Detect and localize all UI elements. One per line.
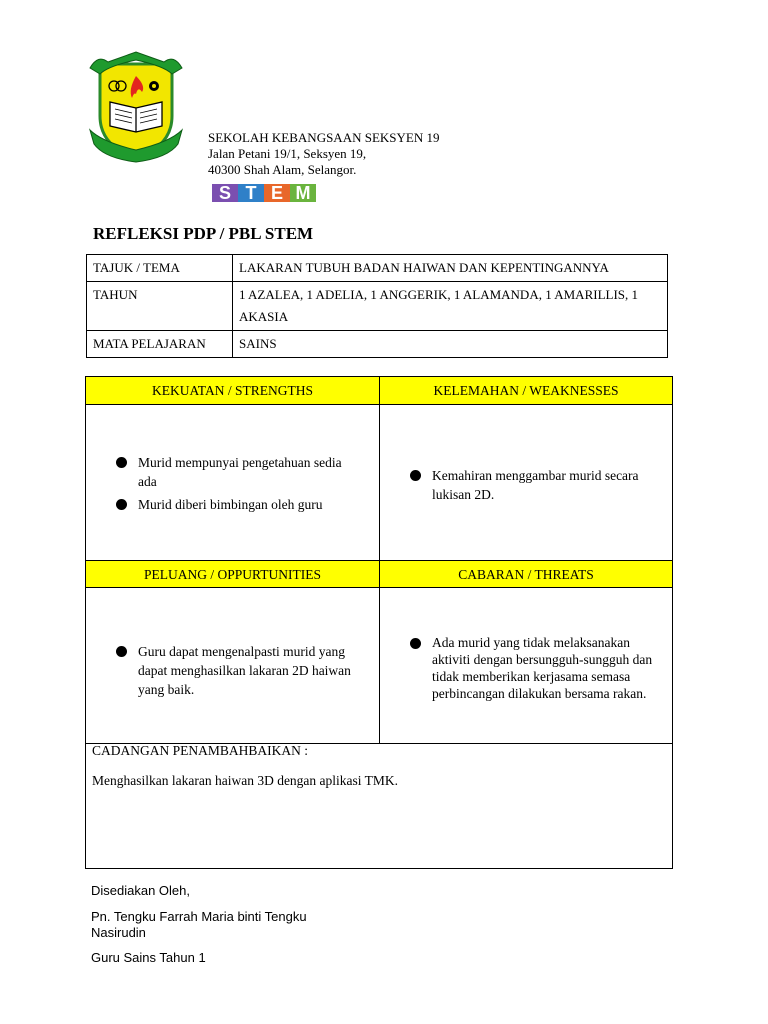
strengths-header: KEKUATAN / STRENGTHS [86,377,379,405]
column-divider [379,377,380,743]
teacher-name-line-1: Pn. Tengku Farrah Maria binti Tengku [91,909,307,924]
swot-table [85,376,673,869]
cadangan-label: CADANGAN PENAMBAHBAIKAN : [92,743,309,758]
info-value: LAKARAN TUBUH BADAN HAIWAN DAN KEPENTINGANNYA [233,255,668,282]
stem-letter-s: S [212,184,238,202]
threat-text: Ada murid yang tidak melaksanakan aktiviti dengan bersungguh-sungguh dan tidak memberikan kerjasama semasa perbincangan dilakukan bersama rakan. [432,635,653,701]
school-crest-logo [88,46,184,164]
list-item [410,466,660,504]
list-item [410,634,666,702]
list-item [116,453,356,491]
strength-text: Murid diberi bimbingan oleh guru [138,497,323,512]
school-crest-svg [88,46,184,164]
teacher-role: Guru Sains Tahun 1 [91,950,206,965]
school-address-line-1: Jalan Petani 19/1, Seksyen 19, [208,146,367,161]
info-value: 1 AZALEA, 1 ADELIA, 1 ANGGERIK, 1 ALAMANDA, 1 AMARILLIS, 1 AKASIA [233,282,668,331]
info-row-mata-pelajaran [87,331,668,358]
stem-letter-m: M [290,184,316,202]
threats-list [410,634,666,706]
bullet-icon [116,499,127,510]
prepared-by-label: Disediakan Oleh, [91,883,190,898]
bullet-icon [116,457,127,468]
opportunities-list [116,642,366,703]
info-label: TAJUK / TEMA [87,255,233,282]
weaknesses-list [410,466,660,508]
strengths-list [116,453,356,518]
teacher-name-block [91,909,307,941]
list-item [116,642,366,699]
bullet-icon [116,646,127,657]
cadangan-text: Menghasilkan lakaran haiwan 3D dengan aplikasi TMK. [92,773,399,788]
school-name: SEKOLAH KEBANGSAAN SEKSYEN 19 [208,130,440,145]
stem-logo [212,184,316,202]
threats-header: CABARAN / THREATS [380,561,672,588]
stem-letter-t: T [238,184,264,202]
lesson-info-table [86,254,668,358]
opportunities-header: PELUANG / OPPURTUNITIES [86,561,379,588]
stem-letter-e: E [264,184,290,202]
teacher-name-line-2: Nasirudin [91,925,146,940]
weaknesses-header: KELEMAHAN / WEAKNESSES [380,377,672,405]
info-label: TAHUN [87,282,233,331]
list-item [116,495,356,514]
info-value: SAINS [233,331,668,358]
info-row-tahun [87,282,668,331]
info-label: MATA PELAJARAN [87,331,233,358]
bullet-icon [410,470,421,481]
opportunity-text: Guru dapat mengenalpasti murid yang dapat menghasilkan lakaran 2D haiwan yang baik. [138,644,351,697]
document-title: REFLEKSI PDP / PBL STEM [93,224,314,243]
school-address-line-2: 40300 Shah Alam, Selangor. [208,162,357,177]
info-row-tajuk [87,255,668,282]
weakness-text: Kemahiran menggambar murid secara lukisan 2D. [432,468,639,502]
bullet-icon [410,638,421,649]
school-address-block [208,130,439,178]
strength-text: Murid mempunyai pengetahuan sedia ada [138,455,342,489]
